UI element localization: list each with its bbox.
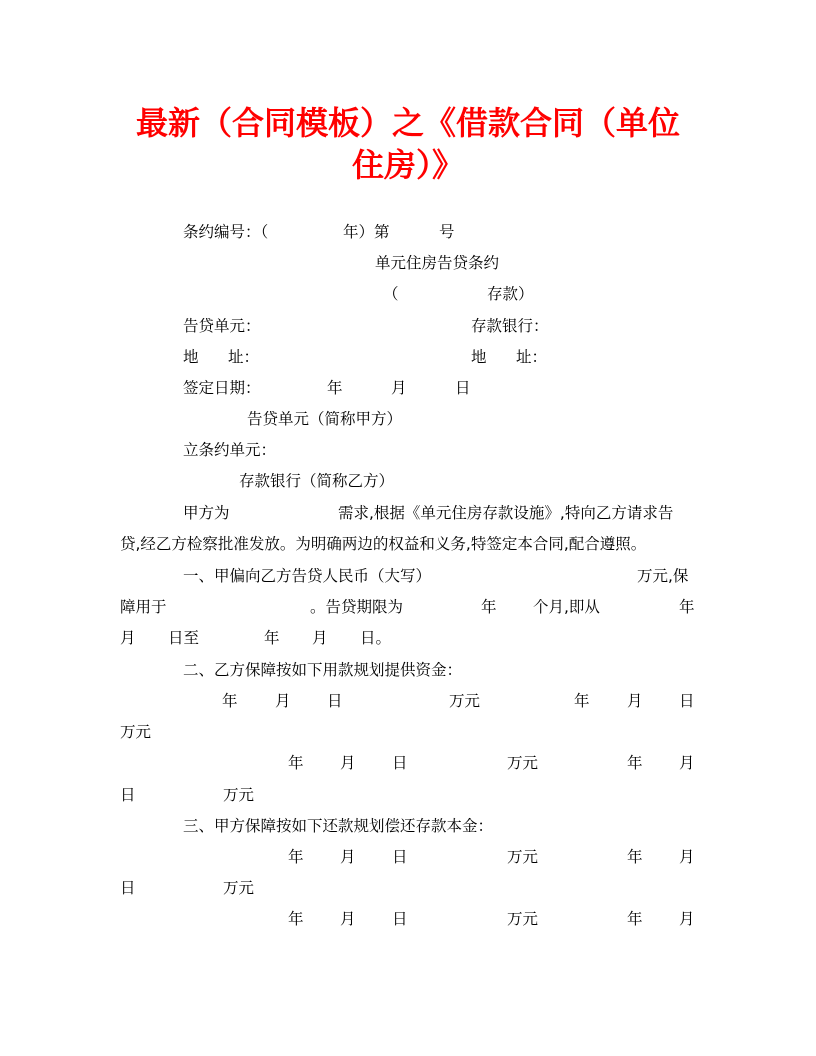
address-label-bank: 地 址： [471,348,548,366]
clause-1-purpose-label: 障用于 [120,598,167,616]
disbursement-2-year: 年 [574,692,590,710]
disbursement-3-month: 月 [340,754,356,772]
disbursement-4-day: 日 [120,786,136,804]
deposit-open-paren: （ [383,285,399,303]
clause-1-from-day-to: 日至 [168,629,200,647]
repayment-2-amount: 万元 [223,879,255,897]
disbursement-4-amount: 万元 [223,786,255,804]
disbursement-1-year: 年 [222,692,238,710]
signing-date-day: 日 [455,379,471,397]
clause-1-to-month: 月 [312,629,328,647]
clause-1-from-month: 月 [120,629,136,647]
contract-number-suffix: 号 [439,223,455,241]
disbursement-2-month: 月 [627,692,643,710]
repayment-3-day: 日 [392,910,408,928]
repayment-4-year: 年 [627,910,643,928]
clause-1-start: 一、甲偏向乙方告贷人民币（大写） [183,567,432,585]
repayment-1-day: 日 [392,848,408,866]
repayment-2-day: 日 [120,879,136,897]
disbursement-3-day: 日 [392,754,408,772]
borrower-label: 告贷单元： [183,317,261,335]
disbursement-1-amount: 万元 [449,692,481,710]
repayment-1-year: 年 [288,848,304,866]
disbursement-4-year: 年 [627,754,643,772]
repayment-2-month: 月 [679,848,695,866]
disbursement-1-day: 日 [327,692,343,710]
disbursement-3-amount: 万元 [507,754,539,772]
clause-1-from-year: 年 [679,598,695,616]
signing-date-month: 月 [391,379,407,397]
repayment-1-month: 月 [340,848,356,866]
disbursement-3-year: 年 [288,754,304,772]
repayment-4-month: 月 [679,910,695,928]
contract-number-label: 条约编号：（ [183,223,269,241]
repayment-1-amount: 万元 [507,848,539,866]
repayment-2-year: 年 [627,848,643,866]
document-title-line-1: 最新（合同模板）之《借款合同（单位 [135,104,680,142]
repayment-3-month: 月 [340,910,356,928]
contract-number-year: 年）第 [343,223,390,241]
clause-1-term-months: 个月,即从 [533,598,600,616]
party-a-label: 告贷单元（简称甲方） [247,410,403,428]
signing-date-year: 年 [327,379,343,397]
repayment-3-year: 年 [288,910,304,928]
preamble-start: 甲方为 [183,504,230,522]
bank-label: 存款银行： [471,317,549,335]
preamble-middle: 需求,根据《单元住房存款设施》,特向乙方请求告 [338,504,674,522]
contract-subtitle: 单元住房告贷条约 [375,254,500,272]
clause-2-title: 二、乙方保障按如下用款规划提供资金： [183,661,463,679]
clause-1-amount-unit: 万元,保 [637,567,689,585]
disbursement-2-amount: 万元 [120,723,152,741]
clause-1-term-year: 年 [481,598,497,616]
disbursement-1-month: 月 [275,692,291,710]
repayment-3-amount: 万元 [507,910,539,928]
clause-3-title: 三、甲方保障按如下还款规划偿还存款本金： [183,817,494,835]
preamble-line-2: 贷,经乙方检察批准发放。为明确两边的权益和义务,特签定本合同,配合遵照。 [120,535,647,553]
clause-1-to-day: 日。 [360,629,392,647]
contracting-party-label: 立条约单元： [183,441,277,459]
party-b-label: 存款银行（简称乙方） [239,472,395,490]
disbursement-2-day: 日 [679,692,695,710]
signing-date-label: 签定日期： [183,379,261,397]
disbursement-4-month: 月 [679,754,695,772]
deposit-close: 存款） [487,285,534,303]
clause-1-to-year: 年 [264,629,280,647]
document-title-line-2: 住房）》 [351,146,464,184]
address-label-borrower: 地 址： [183,348,260,366]
clause-1-term-label: 。告贷期限为 [310,598,404,616]
